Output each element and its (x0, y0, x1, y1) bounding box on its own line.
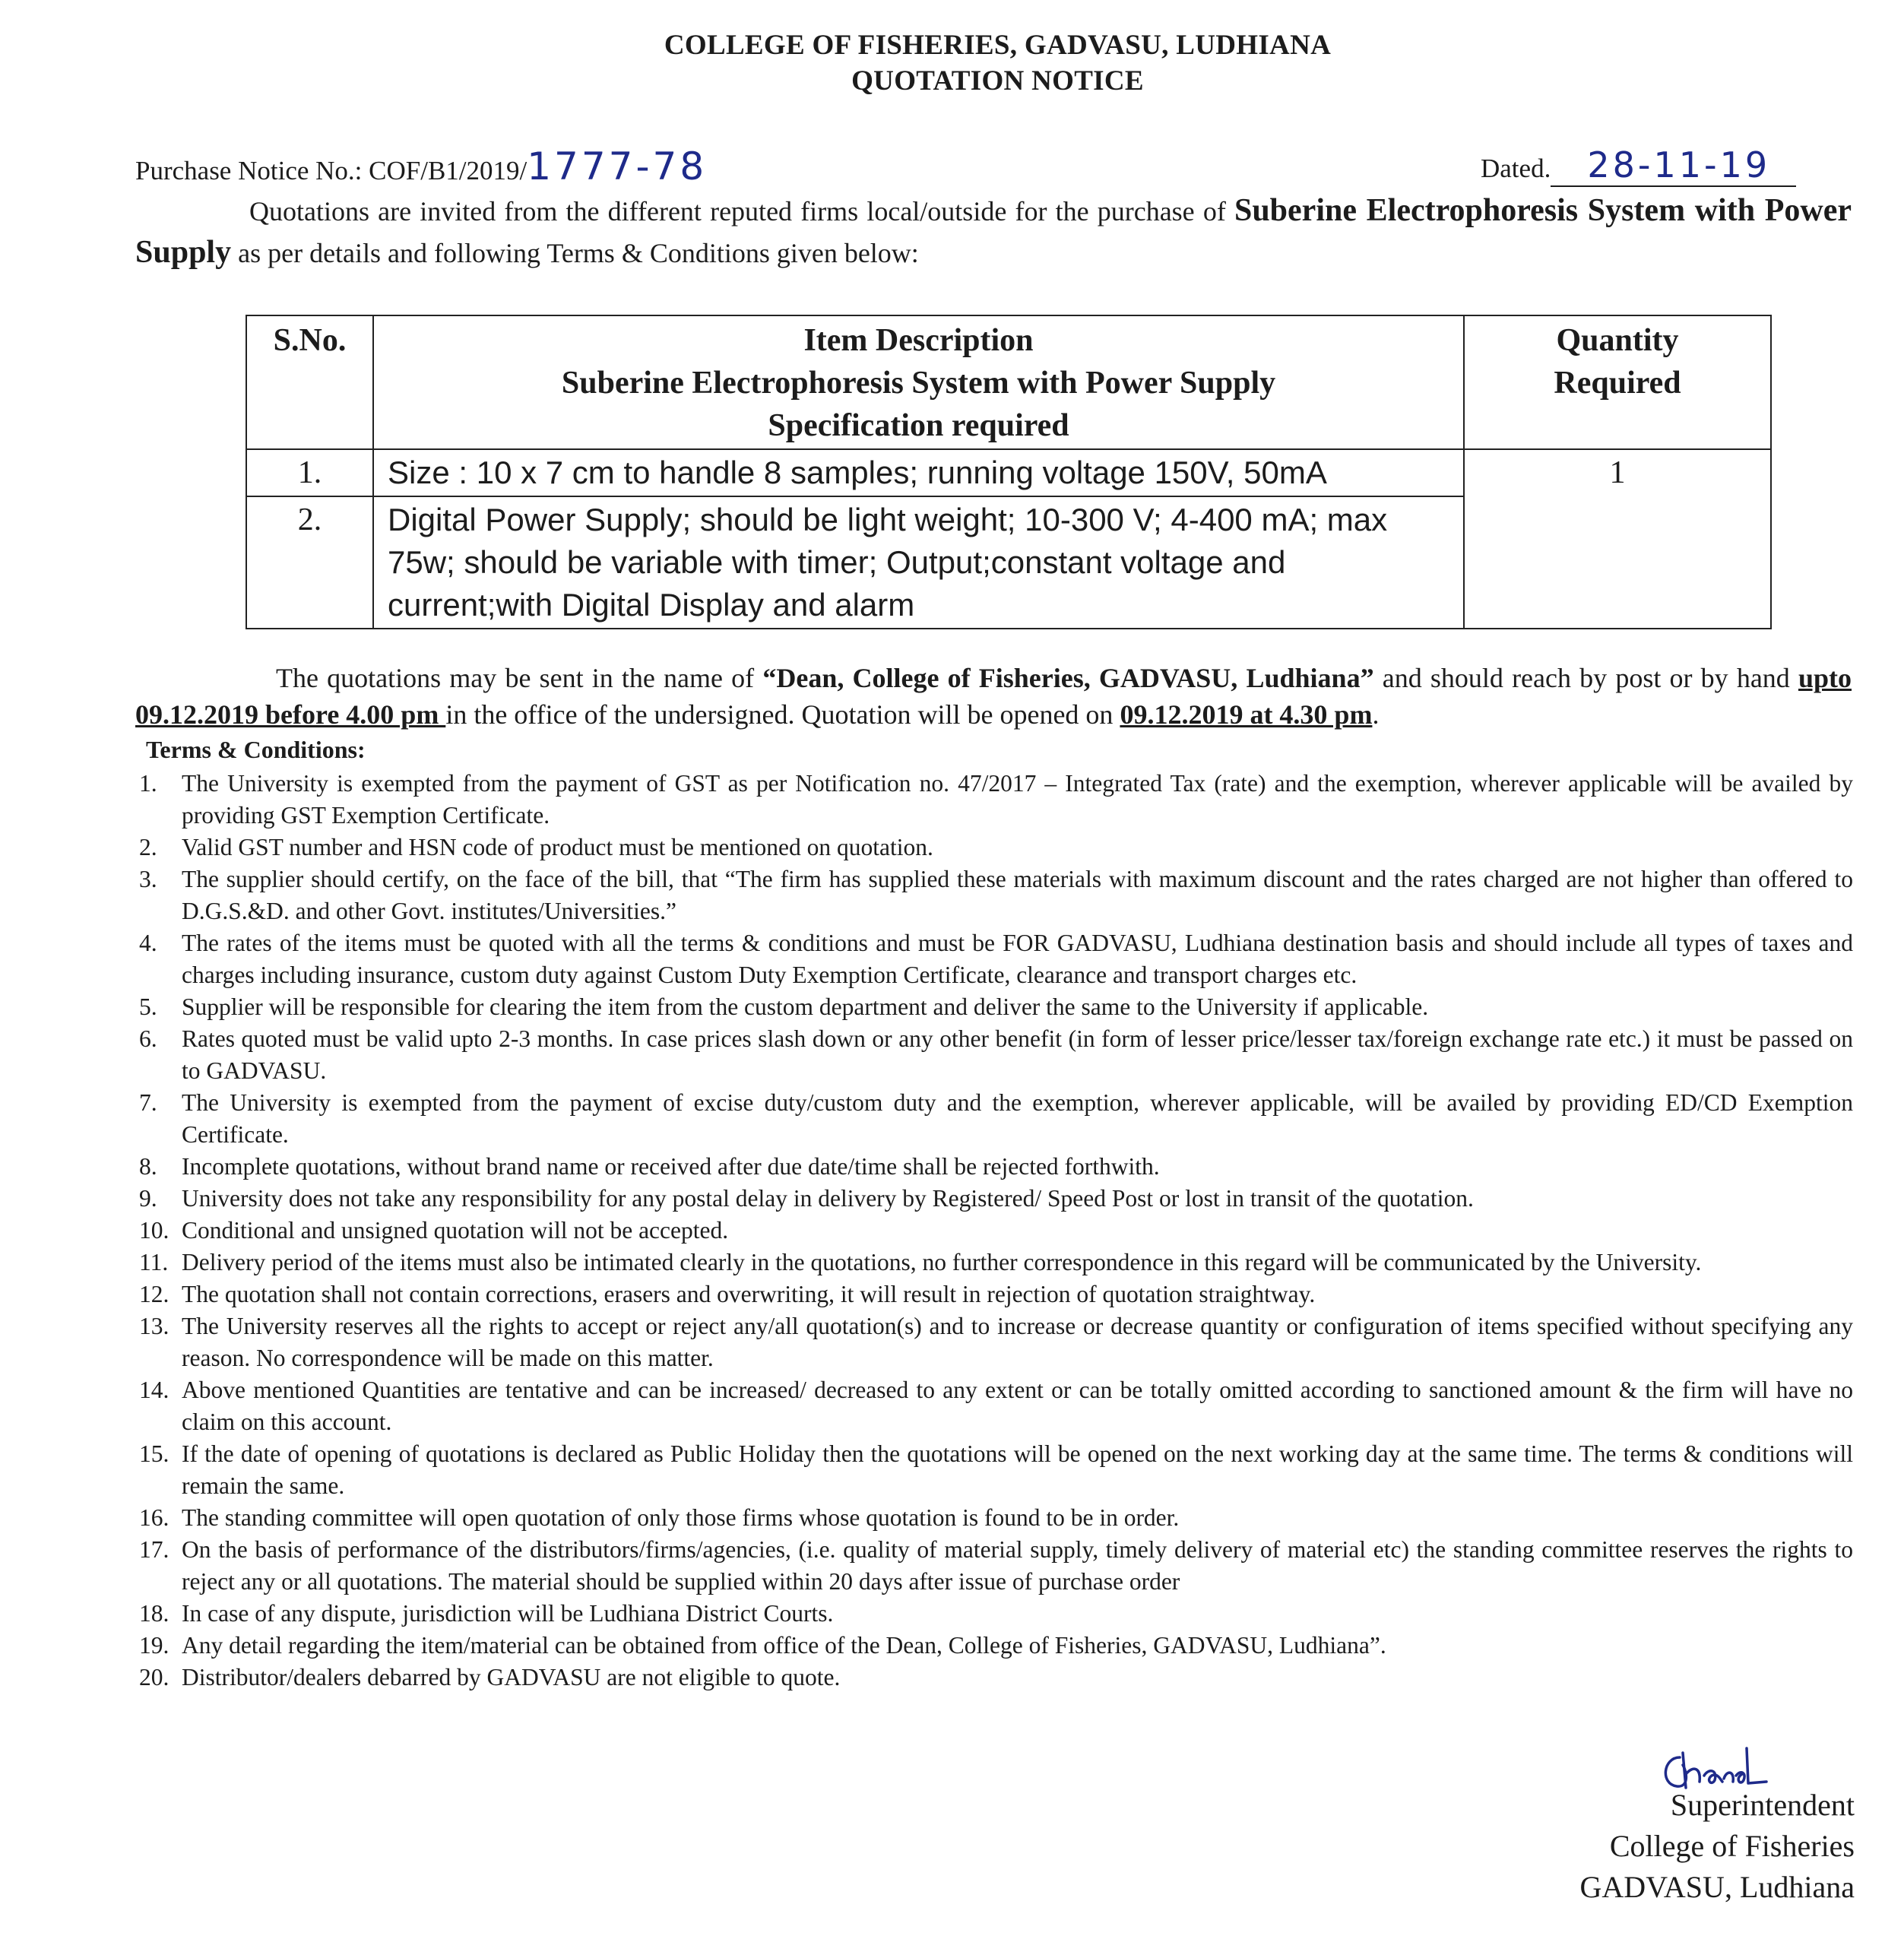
terms-item (139, 1247, 1853, 1279)
terms-item-number: 4. (139, 930, 157, 956)
terms-item-text: Distributor/dealers debarred by GADVASU are not eligible to quote. (182, 1664, 841, 1690)
terms-item (139, 1310, 1853, 1374)
reach-text: . (1372, 699, 1380, 730)
terms-item (139, 1279, 1853, 1310)
terms-item-number: 14. (139, 1377, 169, 1403)
terms-item-number: 16. (139, 1504, 169, 1531)
reach-text: in the office of the undersigned. Quotation will be opened on (445, 699, 1120, 730)
dated-label: Dated. (1481, 154, 1551, 183)
table-header-row (246, 315, 1771, 449)
terms-item-text: The University is exempted from the payment of GST as per Notification no. 47/2017 – Integrated Tax (rate) and the exemption, wherever applicable will be availed by providing GST Exemption Certificate. (182, 770, 1853, 829)
purchase-notice-label: Purchase Notice No.: COF/B1/2019/ (135, 156, 527, 185)
terms-item-text: Delivery period of the items must also be intimated clearly in the quotations, no further correspondence in this regard will be communicated by the University. (182, 1249, 1702, 1275)
header-item-description (373, 315, 1464, 449)
terms-item-text: Conditional and unsigned quotation will not be accepted. (182, 1217, 729, 1244)
intro-text-end: as per details and following Terms & Conditions given below: (231, 238, 919, 268)
terms-item (139, 768, 1853, 832)
terms-item-number: 3. (139, 866, 157, 892)
terms-item-text: The quotation shall not contain corrections, erasers and overwriting, it will result in rejection of quotation straightway. (182, 1281, 1316, 1307)
signatory-block (1580, 1785, 1855, 1908)
header-sno: S.No. (246, 315, 373, 449)
terms-item-text: Above mentioned Quantities are tentative and can be increased/ decreased to any extent or can be totally omitted according to sanctioned amount & the firm will have no claim on this account. (182, 1377, 1853, 1435)
terms-item-number: 13. (139, 1313, 169, 1339)
terms-item-number: 19. (139, 1632, 169, 1659)
terms-item (139, 927, 1853, 991)
signatory-university: GADVASU, Ludhiana (1579, 1870, 1855, 1904)
intro-item-name: Suberine Electrophoresis System with Power Supply (135, 193, 1852, 270)
terms-item-number: 8. (139, 1153, 157, 1180)
terms-item (139, 832, 1853, 863)
terms-item (139, 1598, 1853, 1630)
opening-datetime: 09.12.2019 at 4.30 pm (1120, 699, 1373, 730)
terms-item-number: 2. (139, 834, 157, 860)
terms-item (139, 863, 1853, 927)
row-description: Size : 10 x 7 cm to handle 8 samples; running voltage 150V, 50mA (373, 449, 1464, 496)
terms-item-number: 11. (139, 1249, 169, 1275)
specification-table (246, 315, 1772, 629)
row-sno: 1. (246, 449, 373, 496)
header-qty-line1: Quantity (1556, 323, 1679, 358)
terms-item-text: Valid GST number and HSN code of product must be mentioned on quotation. (182, 834, 933, 860)
reach-text: The quotations may be sent in the name of (276, 663, 763, 693)
terms-item-text: In case of any dispute, jurisdiction will be Ludhiana District Courts. (182, 1600, 834, 1627)
terms-item-number: 12. (139, 1281, 169, 1307)
reach-text: and should reach by post or by hand (1373, 663, 1798, 693)
terms-item-number: 10. (139, 1217, 169, 1244)
terms-item (139, 1502, 1853, 1534)
notice-date (1481, 144, 1796, 187)
terms-item-text: The University is exempted from the payment of excise duty/custom duty and the exemption, wherever applicable, will be availed by providing ED/CD Exemption Certificate. (182, 1089, 1853, 1148)
terms-item-text: The University reserves all the rights to accept or reject any/all quotation(s) and to increase or decrease quantity or configuration of items specified without specifying any reason. No correspondence will be made on this matter. (182, 1313, 1853, 1371)
college-title: COLLEGE OF FISHERIES, GADVASU, LUDHIANA (664, 30, 1332, 61)
terms-item-text: Supplier will be responsible for clearing the item from the custom department and deliver the same to the University if applicable. (182, 993, 1429, 1020)
terms-item-number: 7. (139, 1089, 157, 1116)
terms-item-number: 9. (139, 1185, 157, 1212)
terms-item-number: 6. (139, 1025, 157, 1052)
header-desc-line2: Suberine Electrophoresis System with Power Supply (561, 366, 1276, 401)
terms-item (139, 1534, 1853, 1598)
addressee-name: “Dean, College of Fisheries, GADVASU, Ludhiana” (762, 663, 1374, 693)
terms-item-number: 1. (139, 770, 157, 797)
terms-item (139, 1183, 1853, 1215)
header-qty-line2: Required (1554, 366, 1681, 401)
terms-item (139, 1630, 1853, 1662)
terms-item-text: Rates quoted must be valid upto 2-3 months. In case prices slash down or any other benefit (in form of lesser price/lesser tax/foreign exchange rate etc.) it must be passed on to GADVASU. (182, 1025, 1853, 1084)
terms-item-number: 18. (139, 1600, 169, 1627)
purchase-notice-number (135, 144, 707, 189)
terms-item-text: The rates of the items must be quoted with all the terms & conditions and must be FOR GADVASU, Ludhiana destination basis and should include all types of taxes and charges including insurance, custom duty against Custom Duty Exemption Certificate, clearance and transport charges etc. (182, 930, 1853, 988)
terms-item-number: 17. (139, 1536, 169, 1563)
row-sno: 2. (246, 496, 373, 629)
terms-item-text: Incomplete quotations, without brand name or received after due date/time shall be rejected forthwith. (182, 1153, 1160, 1180)
terms-item-text: University does not take any responsibility for any postal delay in delivery by Registered/ Speed Post or lost in transit of the quotation. (182, 1185, 1474, 1212)
signatory-college: College of Fisheries (1609, 1829, 1855, 1863)
terms-item (139, 1023, 1853, 1087)
terms-item-text: If the date of opening of quotations is declared as Public Holiday then the quotations will be opened on the next working day at the same time. The terms & conditions will remain the same. (182, 1440, 1853, 1499)
header-desc-line3: Specification required (768, 408, 1069, 443)
terms-item-text: The standing committee will open quotation of only those firms whose quotation is found to be in order. (182, 1504, 1180, 1531)
row-description: Digital Power Supply; should be light weight; 10-300 V; 4-400 mA; max 75w; should be variable with timer; Output;constant voltage and current;with Digital Display and alarm (373, 496, 1464, 629)
submission-paragraph (135, 660, 1852, 733)
submission-deadline: upto 09.12.2019 before 4.00 pm (135, 663, 1852, 730)
terms-item-number: 5. (139, 993, 157, 1020)
terms-item (139, 1087, 1853, 1151)
notice-title: QUOTATION NOTICE (851, 65, 1144, 97)
terms-item (139, 1438, 1853, 1502)
handwritten-notice-number: 1777-78 (527, 144, 708, 189)
terms-item-number: 20. (139, 1664, 169, 1690)
terms-item-number: 15. (139, 1440, 169, 1467)
terms-item (139, 1374, 1853, 1438)
terms-item-text: The supplier should certify, on the face of the bill, that “The firm has supplied these materials with maximum discount and the rates charged are not higher than offered to D.G.S.&D. and other Govt. institutes/Universities.” (182, 866, 1853, 924)
row-quantity: 1 (1464, 449, 1771, 629)
terms-item (139, 1151, 1853, 1183)
terms-heading: Terms & Conditions: (146, 736, 366, 763)
table-row (246, 449, 1771, 496)
header-quantity (1464, 315, 1771, 449)
terms-item-text: Any detail regarding the item/material can be obtained from office of the Dean, College of Fisheries, GADVASU, Ludhiana”. (182, 1632, 1386, 1659)
terms-item (139, 1662, 1853, 1694)
terms-item-text: On the basis of performance of the distributors/firms/agencies, (i.e. quality of material supply, timely delivery of material etc) the standing committee reserves the rights to reject any or all quotations. The material should be supplied within 20 days after issue of purchase order (182, 1536, 1853, 1595)
signatory-title: Superintendent (1670, 1788, 1855, 1822)
terms-list (139, 768, 1853, 1694)
intro-text: Quotations are invited from the different reputed firms local/outside for the purchase of (249, 196, 1234, 227)
header-desc-line1: Item Description (803, 323, 1034, 358)
terms-item (139, 991, 1853, 1023)
handwritten-date: 28-11-19 (1551, 144, 1796, 187)
intro-paragraph (135, 190, 1852, 274)
terms-item (139, 1215, 1853, 1247)
